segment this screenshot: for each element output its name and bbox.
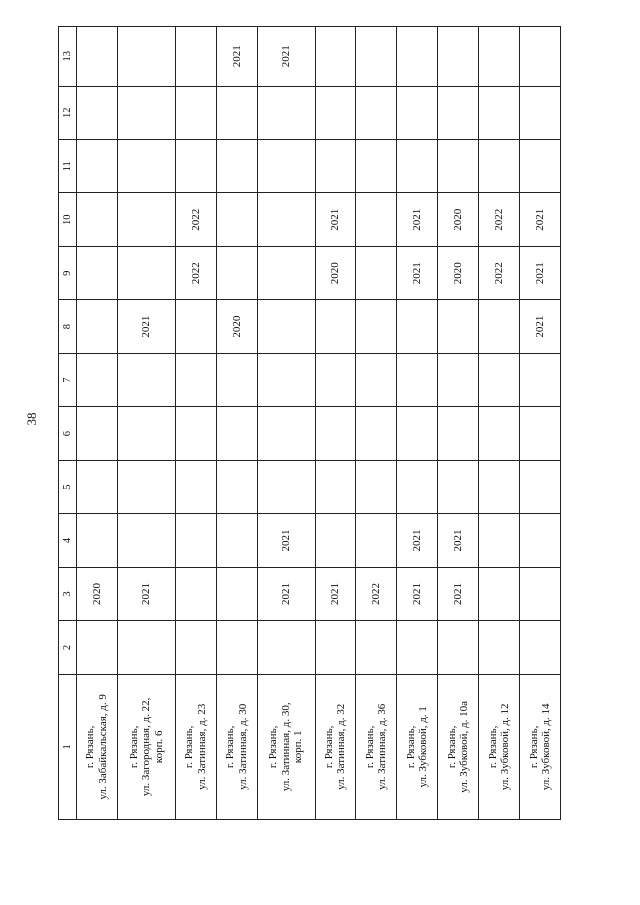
year-cell: 2021 [520, 193, 561, 246]
table-row [175, 27, 216, 820]
year-cell [257, 621, 315, 674]
year-cell [257, 246, 315, 299]
year-cell [175, 621, 216, 674]
year-cell: 2020 [438, 193, 479, 246]
table-row [397, 27, 438, 820]
address-line: г. Рязань, [84, 725, 97, 769]
year-cell [216, 407, 257, 460]
year-cell [520, 514, 561, 567]
year-cell [479, 353, 520, 406]
year-cell [438, 27, 479, 87]
year-cell [77, 460, 118, 513]
year-cell [356, 86, 397, 139]
year-cell: 2021 [315, 193, 356, 246]
year-cell [315, 86, 356, 139]
year-cell: 2021 [397, 246, 438, 299]
year-cell [216, 140, 257, 193]
address-line: г. Рязань, [486, 725, 499, 769]
year-cell [356, 621, 397, 674]
year-cell [315, 460, 356, 513]
table-row [520, 27, 561, 820]
table-row [479, 27, 520, 820]
year-cell [117, 514, 175, 567]
address-line: ул. Затинная, д. 23 [195, 703, 208, 790]
address-cell [175, 674, 216, 819]
year-cell [356, 514, 397, 567]
year-cell [397, 300, 438, 353]
year-cell [175, 86, 216, 139]
column-number: 13 [59, 27, 77, 87]
year-cell: 2021 [257, 514, 315, 567]
year-cell [117, 407, 175, 460]
year-cell: 2021 [438, 567, 479, 620]
year-cell [77, 27, 118, 87]
address-cell [520, 674, 561, 819]
year-cell [216, 621, 257, 674]
year-cell [315, 621, 356, 674]
year-cell [397, 27, 438, 87]
year-cell [175, 300, 216, 353]
year-cell [397, 86, 438, 139]
year-cell [356, 460, 397, 513]
address-cell [77, 674, 118, 819]
column-number: 7 [59, 353, 77, 406]
address-line: ул. Затинная, д. 32 [335, 703, 348, 790]
year-cell [479, 407, 520, 460]
page-number: 38 [24, 412, 39, 426]
year-cell [356, 193, 397, 246]
year-cell [117, 193, 175, 246]
year-cell [438, 621, 479, 674]
year-cell [315, 353, 356, 406]
address-line: г. Рязань, [127, 725, 140, 769]
year-cell [479, 514, 520, 567]
address-cell [397, 674, 438, 819]
year-cell [315, 27, 356, 87]
year-cell: 2022 [175, 193, 216, 246]
table-row [117, 27, 175, 820]
year-cell [520, 86, 561, 139]
year-cell: 2021 [520, 300, 561, 353]
year-cell [216, 353, 257, 406]
year-cell [479, 140, 520, 193]
year-cell [175, 460, 216, 513]
column-number: 2 [59, 621, 77, 674]
year-cell [520, 353, 561, 406]
address-cell [117, 674, 175, 819]
year-cell [216, 514, 257, 567]
year-cell [77, 407, 118, 460]
year-cell [397, 460, 438, 513]
year-cell [356, 140, 397, 193]
address-line: корп. 1 [292, 730, 305, 764]
work-schedule-table [58, 26, 561, 820]
year-cell [438, 460, 479, 513]
address-line: ул. Зубковой, д. 1 [417, 706, 430, 788]
year-cell: 2021 [397, 193, 438, 246]
year-cell [438, 353, 479, 406]
year-cell [257, 460, 315, 513]
year-cell [77, 621, 118, 674]
table-row [438, 27, 479, 820]
address-cell [356, 674, 397, 819]
year-cell: 2020 [438, 246, 479, 299]
year-cell [315, 407, 356, 460]
document-table-container [58, 26, 561, 820]
year-cell [438, 140, 479, 193]
year-cell [479, 300, 520, 353]
year-cell [117, 621, 175, 674]
table-row [356, 27, 397, 820]
year-cell [520, 407, 561, 460]
column-number: 4 [59, 514, 77, 567]
year-cell [356, 300, 397, 353]
year-cell [520, 621, 561, 674]
address-line: ул. Загородная, д. 22, [140, 697, 153, 797]
year-cell [257, 86, 315, 139]
year-cell [356, 27, 397, 87]
year-cell [315, 140, 356, 193]
year-cell [356, 246, 397, 299]
year-cell [175, 353, 216, 406]
year-cell: 2020 [216, 300, 257, 353]
year-cell: 2021 [117, 567, 175, 620]
year-cell [257, 140, 315, 193]
table-row [77, 27, 118, 820]
address-cell [315, 674, 356, 819]
year-cell [397, 353, 438, 406]
year-cell [175, 514, 216, 567]
column-number: 5 [59, 460, 77, 513]
column-number: 6 [59, 407, 77, 460]
year-cell [479, 86, 520, 139]
year-cell [479, 567, 520, 620]
year-cell [438, 407, 479, 460]
column-number: 1 [59, 674, 77, 819]
column-number: 10 [59, 193, 77, 246]
address-line: г. Рязань, [224, 725, 237, 769]
address-line: ул. Зубковой, д. 14 [540, 703, 552, 791]
year-cell: 2020 [315, 246, 356, 299]
year-cell: 2021 [257, 27, 315, 87]
year-cell [397, 407, 438, 460]
address-line: ул. Зубковой, д. 12 [499, 703, 512, 791]
year-cell [479, 27, 520, 87]
column-number: 11 [59, 140, 77, 193]
year-cell: 2021 [257, 567, 315, 620]
address-cell [438, 674, 479, 819]
address-cell [257, 674, 315, 819]
year-cell [216, 246, 257, 299]
address-line: г. Рязань, [404, 725, 417, 769]
column-number: 3 [59, 567, 77, 620]
year-cell [257, 300, 315, 353]
address-line: г. Рязань, [527, 725, 540, 769]
year-cell [117, 86, 175, 139]
year-cell [175, 27, 216, 87]
year-cell [520, 27, 561, 87]
address-cell [479, 674, 520, 819]
year-cell [257, 407, 315, 460]
year-cell [315, 514, 356, 567]
year-cell [356, 353, 397, 406]
year-cell [117, 246, 175, 299]
table-row [257, 27, 315, 820]
year-cell [216, 567, 257, 620]
year-cell [520, 140, 561, 193]
year-cell [438, 86, 479, 139]
year-cell [520, 567, 561, 620]
year-cell [479, 460, 520, 513]
year-cell [315, 300, 356, 353]
column-number: 12 [59, 86, 77, 139]
year-cell: 2022 [479, 246, 520, 299]
year-cell [397, 621, 438, 674]
address-line: г. Рязань, [322, 725, 335, 769]
year-cell [77, 140, 118, 193]
year-cell [520, 460, 561, 513]
year-cell [257, 353, 315, 406]
year-cell [77, 193, 118, 246]
year-cell: 2021 [216, 27, 257, 87]
year-cell [175, 567, 216, 620]
year-cell: 2022 [356, 567, 397, 620]
year-cell [175, 140, 216, 193]
address-line: ул. Затинная, д. 30 [236, 703, 249, 790]
address-line: ул. Зубковой, д. 10а [458, 700, 471, 793]
year-cell: 2021 [397, 567, 438, 620]
year-cell [117, 353, 175, 406]
rotated-table [58, 26, 561, 820]
column-number-row [59, 27, 77, 820]
year-cell: 2021 [397, 514, 438, 567]
year-cell [77, 86, 118, 139]
address-line: г. Рязань, [445, 725, 458, 769]
year-cell: 2021 [438, 514, 479, 567]
address-line: ул. Забайкальская, д. 9 [96, 694, 109, 800]
year-cell: 2021 [117, 300, 175, 353]
table-row [216, 27, 257, 820]
address-line: ул. Затинная, д. 30, [279, 702, 292, 792]
year-cell [438, 300, 479, 353]
year-cell [77, 514, 118, 567]
year-cell [356, 407, 397, 460]
year-cell [216, 86, 257, 139]
year-cell [77, 300, 118, 353]
year-cell: 2021 [315, 567, 356, 620]
year-cell [175, 407, 216, 460]
year-cell: 2022 [479, 193, 520, 246]
year-cell [479, 621, 520, 674]
year-cell: 2021 [520, 246, 561, 299]
address-line: ул. Затинная, д. 36 [376, 703, 389, 790]
address-cell [216, 674, 257, 819]
year-cell: 2020 [77, 567, 118, 620]
address-line: г. Рязань, [183, 725, 196, 769]
address-line: г. Рязань, [267, 725, 280, 769]
year-cell [77, 246, 118, 299]
year-cell: 2022 [175, 246, 216, 299]
year-cell [117, 140, 175, 193]
address-line: корп. 6 [152, 730, 165, 764]
table-row [315, 27, 356, 820]
column-number: 9 [59, 246, 77, 299]
year-cell [117, 460, 175, 513]
year-cell [117, 27, 175, 87]
year-cell [257, 193, 315, 246]
year-cell [216, 193, 257, 246]
year-cell [77, 353, 118, 406]
year-cell [216, 460, 257, 513]
year-cell [397, 140, 438, 193]
table-body [59, 27, 561, 820]
address-line: г. Рязань, [363, 725, 376, 769]
column-number: 8 [59, 300, 77, 353]
